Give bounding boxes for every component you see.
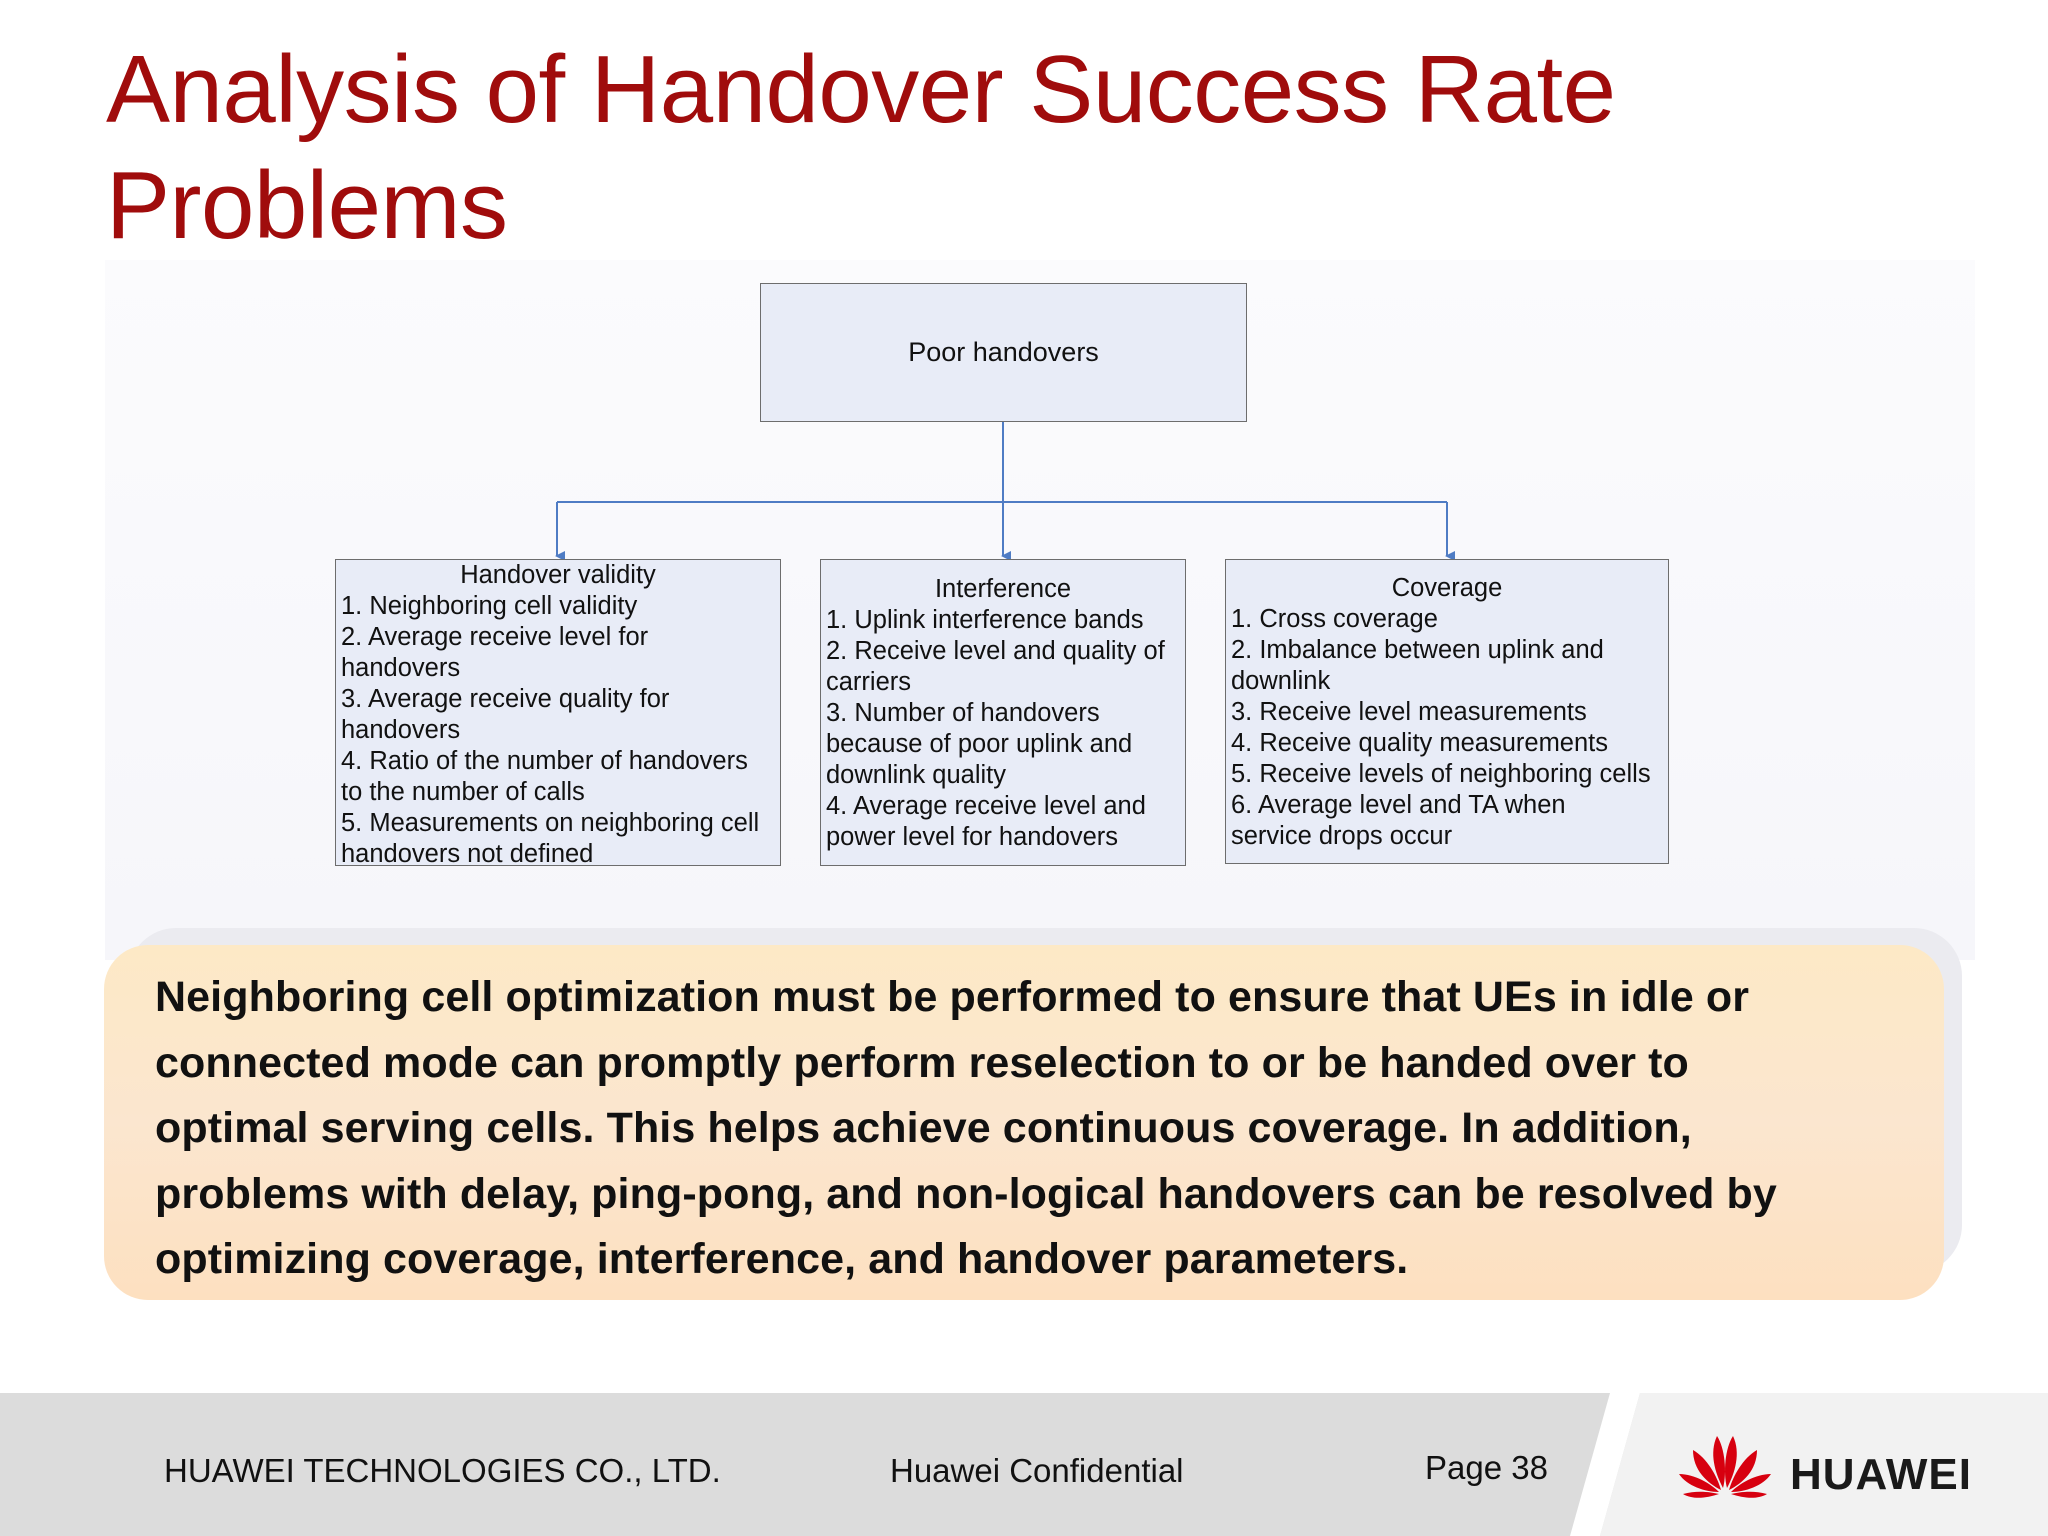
callout-line: connected mode can promptly perform reselection to or be handed over to	[155, 1038, 1689, 1087]
node-item: downlink quality	[826, 761, 1007, 789]
node-item: 5. Receive levels of neighboring cells	[1231, 760, 1651, 788]
node-item: handovers	[341, 716, 461, 744]
footer-page-number: Page 38	[1425, 1449, 1548, 1486]
node-interference	[820, 559, 1186, 866]
summary-callout	[104, 945, 1944, 1300]
node-item: 1. Uplink interference bands	[826, 606, 1144, 634]
node-item: 4. Average receive level and	[826, 792, 1146, 820]
callout-line: optimal serving cells. This helps achieve continuous coverage. In addition,	[155, 1104, 1692, 1152]
node-item: handovers not defined	[341, 840, 594, 868]
node-handover-validity	[335, 559, 781, 866]
footer-company: HUAWEI TECHNOLOGIES CO., LTD.	[164, 1452, 721, 1489]
node-item: service drops occur	[1231, 822, 1453, 850]
huawei-logo-text: HUAWEI	[1790, 1450, 1972, 1499]
node-item: power level for handovers	[826, 823, 1118, 851]
root-node-poor-handovers	[760, 283, 1247, 422]
node-item: downlink	[1231, 667, 1331, 695]
node-item: 5. Measurements on neighboring cell	[341, 809, 760, 837]
node-item: carriers	[826, 668, 912, 696]
node-item: 2. Imbalance between uplink and	[1231, 636, 1604, 664]
node-item: 4. Ratio of the number of handovers	[341, 747, 748, 775]
node-item: to the number of calls	[341, 778, 585, 806]
node-item: because of poor uplink and	[826, 730, 1133, 758]
root-node-label: Poor handovers	[908, 337, 1099, 367]
footer-confidential: Huawei Confidential	[890, 1452, 1184, 1489]
callout-text	[155, 965, 1914, 1293]
node-item: 6. Average level and TA when	[1231, 791, 1566, 819]
callout-line: Neighboring cell optimization must be performed to ensure that UEs in idle or	[155, 973, 1750, 1021]
node-coverage	[1225, 559, 1669, 864]
node-item: 4. Receive quality measurements	[1231, 729, 1609, 757]
node-item: 3. Number of handovers	[826, 699, 1100, 727]
node-item: 3. Receive level measurements	[1231, 698, 1587, 726]
node-item: 2. Receive level and quality of	[826, 637, 1165, 665]
callout-line: problems with delay, ping-pong, and non-logical handovers can be resolved by	[155, 1169, 1777, 1218]
node-heading: Interference	[934, 575, 1072, 603]
node-heading: Handover validity	[460, 561, 656, 589]
callout-line: optimizing coverage, interference, and handover parameters.	[155, 1235, 1409, 1283]
node-item: 1. Cross coverage	[1231, 605, 1438, 633]
node-item: 3. Average receive quality for	[341, 685, 670, 713]
node-item: 1. Neighboring cell validity	[341, 592, 638, 620]
huawei-logo-icon	[1675, 1428, 1775, 1508]
node-item: handovers	[341, 654, 461, 682]
page-title: Analysis of Handover Success Rate Problems	[106, 36, 1616, 259]
node-item: 2. Average receive level for	[341, 623, 649, 651]
node-heading: Coverage	[1391, 574, 1503, 602]
